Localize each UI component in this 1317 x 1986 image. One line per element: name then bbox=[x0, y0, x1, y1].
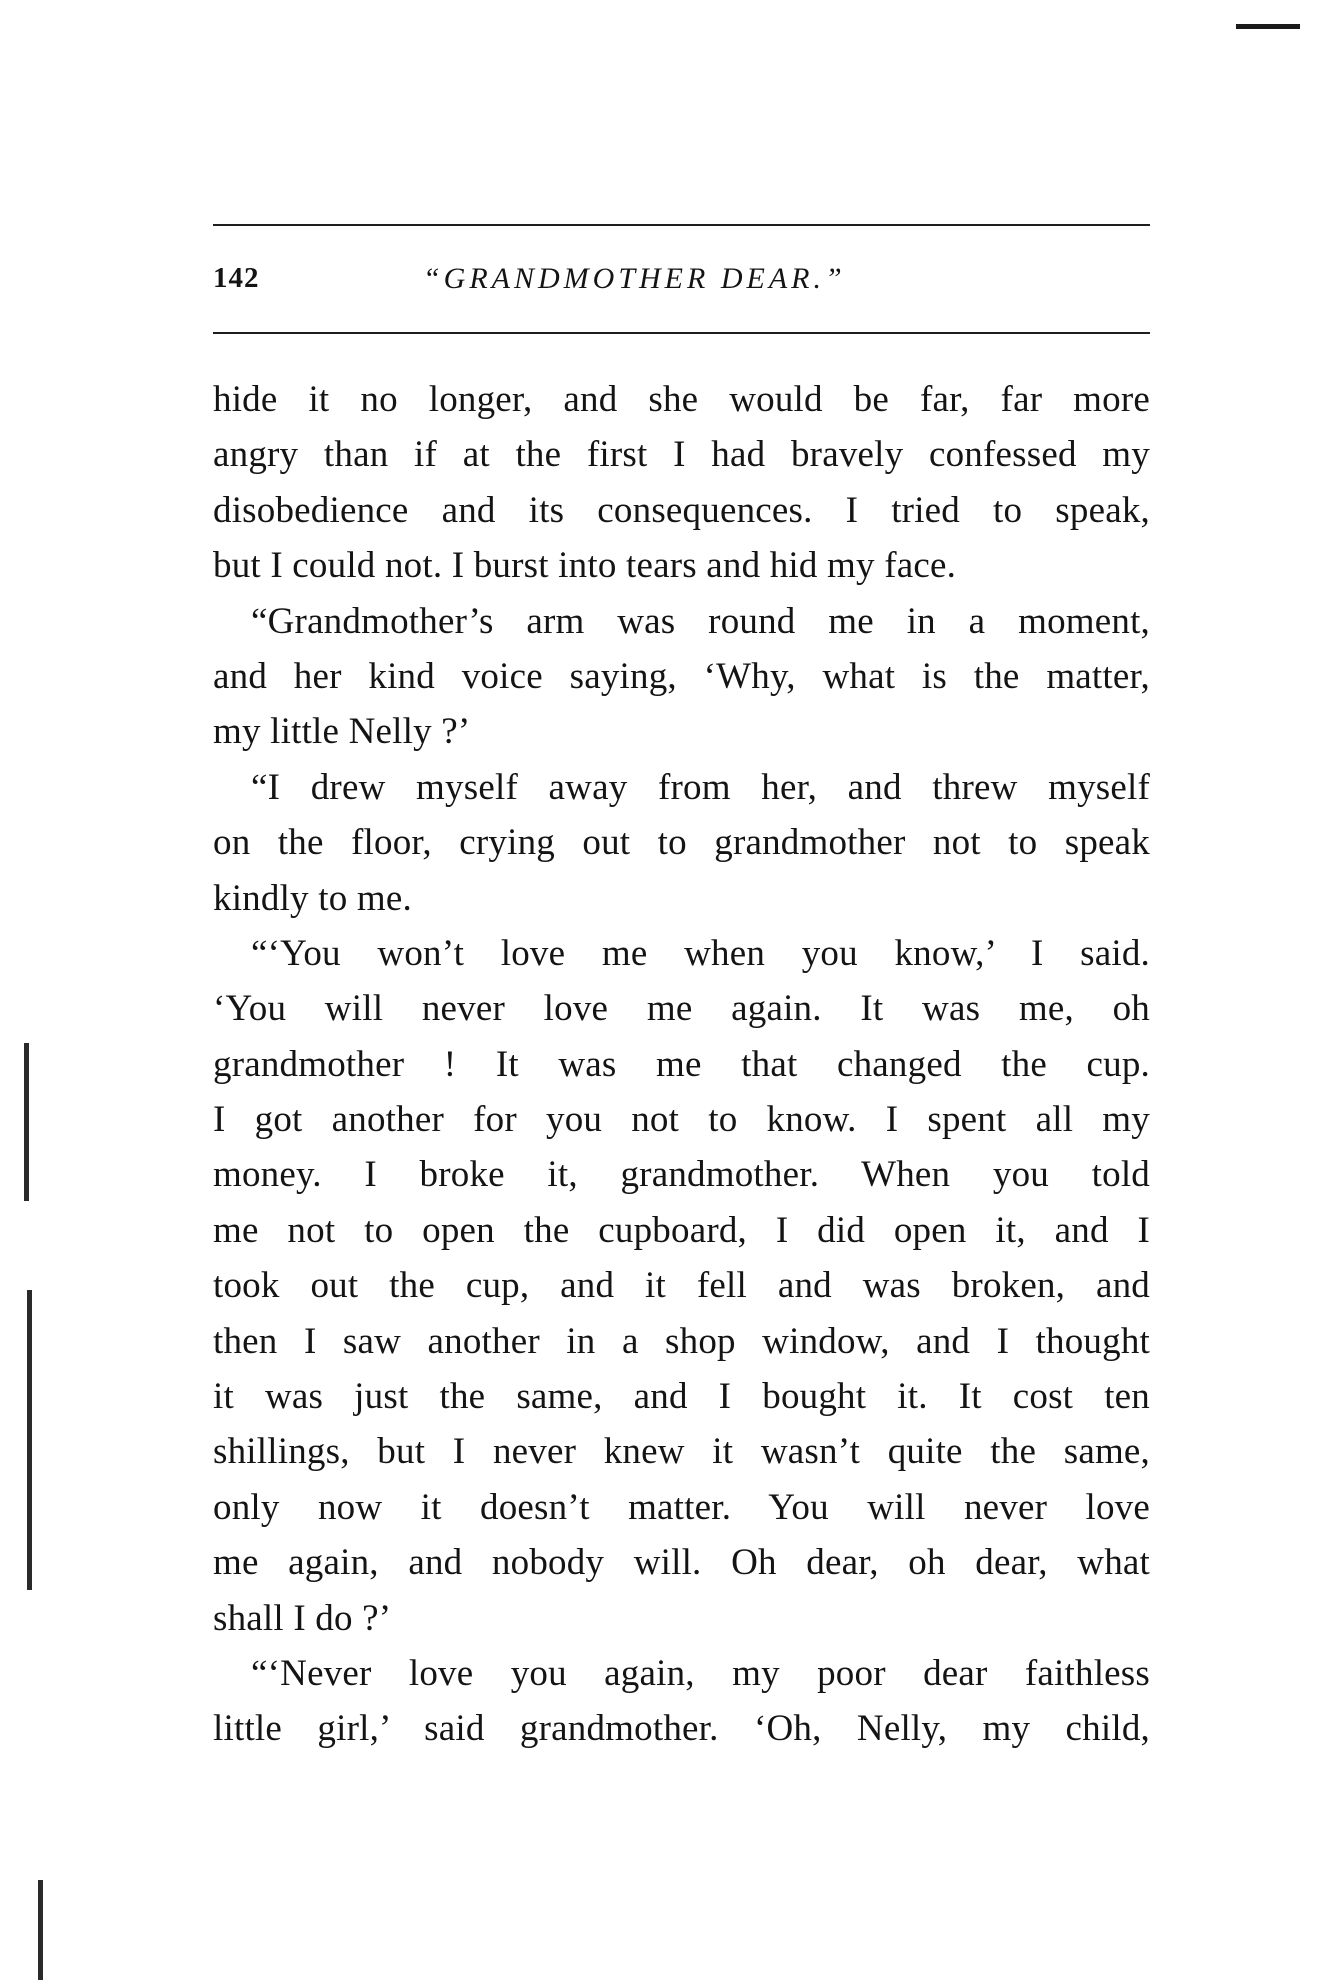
scan-edge-mark bbox=[27, 1290, 32, 1590]
header-rule-bottom bbox=[213, 332, 1150, 334]
text-line: hide it no longer, and she would be far, far more bbox=[213, 379, 1150, 420]
text-line: grandmother ! It was me that changed the cup. bbox=[213, 1043, 1150, 1085]
text-line: little girl,’ said grandmother. ‘Oh, Nelly, my child, bbox=[213, 1708, 1150, 1750]
text-line: me again, and nobody will. Oh dear, oh dear, what bbox=[213, 1542, 1150, 1584]
scan-edge-mark bbox=[24, 1043, 29, 1201]
text-line: me not to open the cupboard, I did open it, and I bbox=[213, 1209, 1150, 1251]
text-line: kindly to me. bbox=[213, 877, 412, 919]
text-line: “‘You won’t love me when you know,’ I said. bbox=[251, 932, 1150, 974]
text-line: but I could not. I burst into tears and hid my face. bbox=[213, 545, 957, 587]
header-rule-top bbox=[213, 224, 1150, 226]
body-text bbox=[213, 372, 1150, 1757]
scan-edge-mark bbox=[1236, 24, 1300, 29]
text-line: “Grandmother’s arm was round me in a moment, bbox=[251, 600, 1150, 642]
text-line: only now it doesn’t matter. You will never love bbox=[213, 1486, 1150, 1528]
text-line: ‘You will never love me again. It was me, oh bbox=[213, 988, 1150, 1030]
text-line: money. I broke it, grandmother. When you told bbox=[213, 1154, 1150, 1196]
text-line: on the floor, crying out to grandmother not to speak bbox=[213, 822, 1150, 864]
text-line: then I saw another in a shop window, and I thought bbox=[213, 1320, 1150, 1362]
text-line: I got another for you not to know. I spent all my bbox=[213, 1099, 1150, 1141]
text-line: took out the cup, and it fell and was broken, and bbox=[213, 1265, 1150, 1307]
text-line: shillings, but I never knew it wasn’t quite the same, bbox=[213, 1431, 1150, 1473]
text-line: “‘Never love you again, my poor dear faithless bbox=[251, 1652, 1150, 1694]
text-line: disobedience and its consequences. I tried to speak, bbox=[213, 489, 1150, 531]
page-number: 142 bbox=[213, 262, 260, 294]
text-line: “I drew myself away from her, and threw myself bbox=[251, 766, 1150, 808]
text-line: angry than if at the first I had bravely confessed my bbox=[213, 434, 1150, 476]
text-line: shall I do ?’ bbox=[213, 1597, 392, 1639]
text-line: my little Nelly ?’ bbox=[213, 711, 471, 753]
running-title: “GRANDMOTHER DEAR.” bbox=[423, 262, 846, 295]
scan-edge-mark bbox=[38, 1880, 43, 1980]
text-line: it was just the same, and I bought it. It cost ten bbox=[213, 1376, 1150, 1418]
text-line: and her kind voice saying, ‘Why, what is the matter, bbox=[213, 655, 1150, 697]
running-head bbox=[213, 262, 1150, 306]
